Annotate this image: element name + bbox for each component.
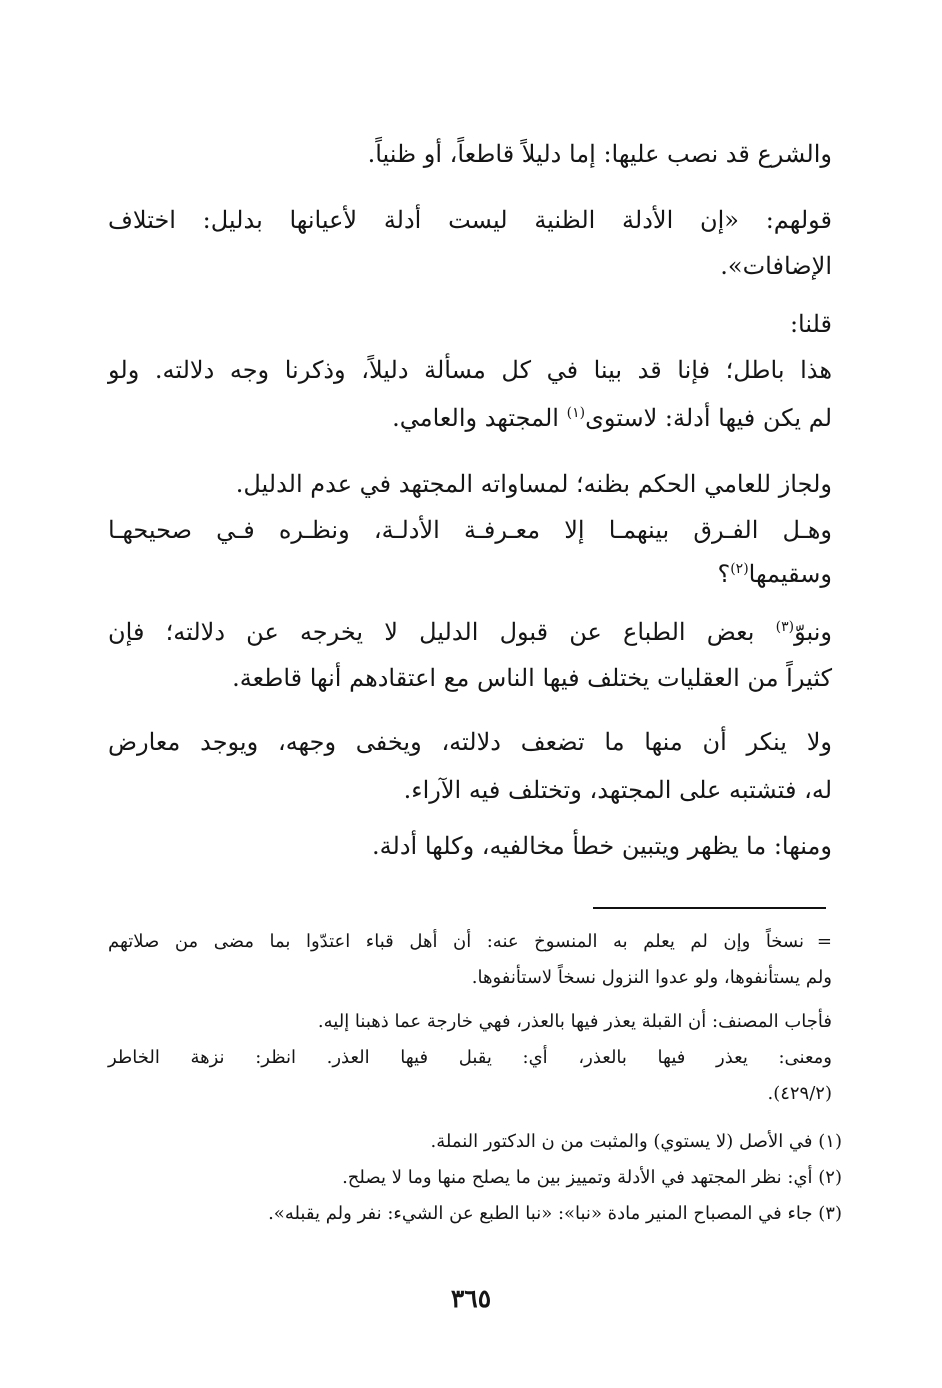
text-line: هذا باطل؛ فإنا قد بينا في كل مسألة دليلاً، وذكرنا وجه دلالته. ولو [108,356,832,384]
text-line: الإضافات». [720,252,832,280]
text-line: كثيراً من العقليات يختلف فيها الناس مع اعتقادهم أنها قاطعة. [232,664,832,692]
footnote-ref-3[interactable]: (٣) [775,619,795,635]
text-span: بعض الطباع عن قبول الدليل لا يخرجه عن دلالته؛ فإن [108,618,755,646]
text-line: وهـل الفـرق بينهمـا إلا معـرفـة الأدلـة، ونظـره فـي صحيحهـا [108,516,832,544]
text-span: المجتهد والعامي. [392,404,559,432]
text-span: وسقيمها [748,560,832,588]
footnote-separator [593,907,826,909]
footnote-line: ومعنى: يعذر فيها بالعذر، أي: يقبل فيها العذر. انظر: نزهة الخاطر [108,1047,832,1068]
text-line [717,548,832,601]
footnote-ref-2[interactable]: (٢) [730,561,749,577]
text-line: ولجاز للعامي الحكم بظنه؛ لمساواته المجتهد في عدم الدليل. [235,470,832,498]
text-line: ومنها: ما يظهر ويتبين خطأ مخالفيه، وكلها أدلة. [372,832,832,860]
continuation-mark: = [816,931,832,952]
footnote-3: (٣) جاء في المصباح المنير مادة «نبا»: «نبا الطبع عن الشيء: نفر ولم يقبله». [268,1203,842,1224]
footnote-line: نسخاً وإن لم يعلم به المنسوخ عنه: أن أهل قباء اعتدّوا بما مضى من صلاتهم [108,931,804,952]
text-line: قلنا: [789,310,832,338]
text-span: لم يكن فيها أدلة: لاستوى [585,404,832,432]
footnote-line: (٤٢٩/٢). [767,1083,832,1104]
footnote-line: فأجاب المصنف: أن القبلة يعذر فيها بالعذر، فهي خارجة عما ذهبنا إليه. [317,1011,832,1032]
footnote-ref-1[interactable]: (١) [566,405,586,421]
text-line: ولا ينكر أن منها ما تضعف دلالته، ويخفى وجهه، ويوجد معارض [108,728,832,756]
text-line: قولهم: «إن الأدلة الظنية ليست أدلة لأعيانها بدليل: اختلاف [108,206,832,234]
text-line [392,392,832,445]
text-line: والشرع قد نصب عليها: إما دليلاً قاطعاً، أو ظنياً. [367,140,832,168]
text-line: له، فتشتبه على المجتهد، وتختلف فيه الآراء. [403,776,832,804]
text-span: ؟ [717,560,731,588]
footnote-2: (٢) أي: نظر المجتهد في الأدلة وتمييز بين ما يصلح منها وما لا يصلح. [342,1167,842,1188]
footnote-line: ولم يستأنفوها، ولو عدوا النزول نسخاً لاستأنفوها. [471,967,832,988]
footnote-1: (١) في الأصل (لا يستوي) والمثبت من ن الدكتور النملة. [430,1131,842,1152]
page-number: ٣٦٥ [450,1284,492,1313]
text-span: ونبوّ [794,618,832,646]
